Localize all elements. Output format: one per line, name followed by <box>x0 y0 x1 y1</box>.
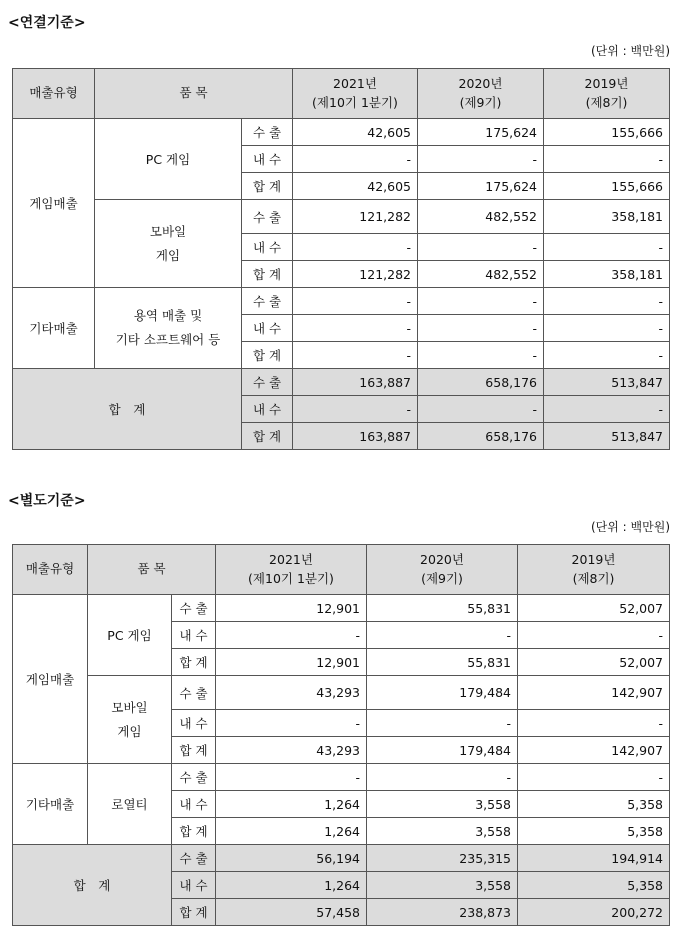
cell-value: 163,887 <box>293 423 418 450</box>
cell-value: - <box>544 342 670 369</box>
cell-value: - <box>418 288 544 315</box>
cell-value: 42,605 <box>293 119 418 146</box>
cell-value: 42,605 <box>293 173 418 200</box>
sub-sum: 합 계 <box>172 649 216 676</box>
table-row <box>13 369 670 396</box>
cell-value: 142,907 <box>518 737 670 764</box>
cell-value: 179,484 <box>367 737 518 764</box>
cell-value: - <box>293 234 418 261</box>
header-2021: 2021년 (제10기 1분기) <box>293 69 418 119</box>
cell-value: 179,484 <box>367 676 518 710</box>
cell-value: - <box>544 315 670 342</box>
cell-value: - <box>418 342 544 369</box>
cell-value: 12,901 <box>216 595 367 622</box>
header-item: 품 목 <box>88 545 216 595</box>
group-etc-sales: 기타매출 <box>13 764 88 845</box>
cell-value: 43,293 <box>216 737 367 764</box>
sub-export: 수 출 <box>172 845 216 872</box>
cell-value: 175,624 <box>418 173 544 200</box>
group-game-sales: 게임매출 <box>13 595 88 764</box>
cell-value: 155,666 <box>544 173 670 200</box>
cell-value: - <box>293 315 418 342</box>
sub-sum: 합 계 <box>172 818 216 845</box>
cell-value: 358,181 <box>544 200 670 234</box>
table-row <box>13 595 670 622</box>
section-title-consolidated: <연결기준> <box>8 15 86 31</box>
cell-value: 55,831 <box>367 595 518 622</box>
cell-value: - <box>544 288 670 315</box>
cell-value: - <box>367 764 518 791</box>
cell-value: - <box>418 146 544 173</box>
sub-domestic: 내 수 <box>242 146 293 173</box>
item-service-software: 용역 매출 및 기타 소프트웨어 등 <box>95 288 242 369</box>
cell-value: 57,458 <box>216 899 367 926</box>
header-item: 품 목 <box>95 69 293 119</box>
table-header-row <box>13 69 670 119</box>
header-2021: 2021년 (제10기 1분기) <box>216 545 367 595</box>
sub-export: 수 출 <box>242 288 293 315</box>
cell-value: 43,293 <box>216 676 367 710</box>
sub-export: 수 출 <box>242 369 293 396</box>
cell-value: - <box>293 396 418 423</box>
cell-value: 121,282 <box>293 200 418 234</box>
sub-domestic: 내 수 <box>172 872 216 899</box>
cell-value: 55,831 <box>367 649 518 676</box>
header-sales-type: 매출유형 <box>13 545 88 595</box>
cell-value: 5,358 <box>518 818 670 845</box>
unit-label: (단위 : 백만원) <box>591 44 670 58</box>
cell-value: 658,176 <box>418 369 544 396</box>
table-row <box>13 119 670 146</box>
cell-value: 358,181 <box>544 261 670 288</box>
header-sales-type: 매출유형 <box>13 69 95 119</box>
cell-value: 12,901 <box>216 649 367 676</box>
cell-value: 1,264 <box>216 818 367 845</box>
cell-value: 3,558 <box>367 872 518 899</box>
table-row <box>13 288 670 315</box>
cell-value: 235,315 <box>367 845 518 872</box>
item-mobile-game: 모바일 게임 <box>95 200 242 288</box>
group-total: 합 계 <box>13 845 172 926</box>
sub-sum: 합 계 <box>242 261 293 288</box>
cell-value: 52,007 <box>518 595 670 622</box>
cell-value: - <box>367 710 518 737</box>
item-mobile-game: 모바일 게임 <box>88 676 172 764</box>
cell-value: - <box>418 234 544 261</box>
sub-export: 수 출 <box>172 764 216 791</box>
sub-sum: 합 계 <box>242 342 293 369</box>
item-royalty: 로열티 <box>88 764 172 845</box>
cell-value: 238,873 <box>367 899 518 926</box>
sub-domestic: 내 수 <box>242 315 293 342</box>
cell-value: - <box>216 764 367 791</box>
cell-value: 3,558 <box>367 818 518 845</box>
cell-value: - <box>518 622 670 649</box>
cell-value: - <box>216 710 367 737</box>
header-2020: 2020년 (제9기) <box>418 69 544 119</box>
cell-value: 163,887 <box>293 369 418 396</box>
separate-sales-table <box>12 544 670 926</box>
sub-export: 수 출 <box>242 200 293 234</box>
sub-domestic: 내 수 <box>242 234 293 261</box>
cell-value: 56,194 <box>216 845 367 872</box>
cell-value: - <box>367 622 518 649</box>
table-row <box>13 676 670 710</box>
sub-sum: 합 계 <box>242 173 293 200</box>
cell-value: - <box>216 622 367 649</box>
cell-value: 5,358 <box>518 872 670 899</box>
sub-sum: 합 계 <box>172 899 216 926</box>
item-pc-game: PC 게임 <box>95 119 242 200</box>
group-game-sales: 게임매출 <box>13 119 95 288</box>
unit-label: (단위 : 백만원) <box>591 520 670 534</box>
cell-value: - <box>418 315 544 342</box>
sub-export: 수 출 <box>172 595 216 622</box>
cell-value: - <box>544 234 670 261</box>
cell-value: 513,847 <box>544 369 670 396</box>
cell-value: 513,847 <box>544 423 670 450</box>
cell-value: 1,264 <box>216 872 367 899</box>
header-2019: 2019년 (제8기) <box>518 545 670 595</box>
sub-domestic: 내 수 <box>172 622 216 649</box>
cell-value: 1,264 <box>216 791 367 818</box>
cell-value: - <box>293 342 418 369</box>
group-etc-sales: 기타매출 <box>13 288 95 369</box>
cell-value: 155,666 <box>544 119 670 146</box>
cell-value: 52,007 <box>518 649 670 676</box>
sub-sum: 합 계 <box>242 423 293 450</box>
table-row <box>13 764 670 791</box>
cell-value: 121,282 <box>293 261 418 288</box>
cell-value: 142,907 <box>518 676 670 710</box>
cell-value: - <box>293 288 418 315</box>
sub-export: 수 출 <box>172 676 216 710</box>
group-total: 합 계 <box>13 369 242 450</box>
cell-value: - <box>293 146 418 173</box>
item-pc-game: PC 게임 <box>88 595 172 676</box>
header-2020: 2020년 (제9기) <box>367 545 518 595</box>
cell-value: 482,552 <box>418 200 544 234</box>
sub-domestic: 내 수 <box>242 396 293 423</box>
table-row <box>13 845 670 872</box>
sub-domestic: 내 수 <box>172 710 216 737</box>
section-title-separate: <별도기준> <box>8 493 86 509</box>
cell-value: 200,272 <box>518 899 670 926</box>
cell-value: 194,914 <box>518 845 670 872</box>
cell-value: 3,558 <box>367 791 518 818</box>
sub-sum: 합 계 <box>172 737 216 764</box>
header-2019: 2019년 (제8기) <box>544 69 670 119</box>
table-row <box>13 200 670 234</box>
table-header-row <box>13 545 670 595</box>
cell-value: 482,552 <box>418 261 544 288</box>
cell-value: 658,176 <box>418 423 544 450</box>
cell-value: - <box>544 396 670 423</box>
cell-value: 5,358 <box>518 791 670 818</box>
consolidated-sales-table <box>12 68 670 450</box>
sub-export: 수 출 <box>242 119 293 146</box>
cell-value: - <box>544 146 670 173</box>
cell-value: - <box>418 396 544 423</box>
cell-value: - <box>518 764 670 791</box>
cell-value: 175,624 <box>418 119 544 146</box>
cell-value: - <box>518 710 670 737</box>
sub-domestic: 내 수 <box>172 791 216 818</box>
